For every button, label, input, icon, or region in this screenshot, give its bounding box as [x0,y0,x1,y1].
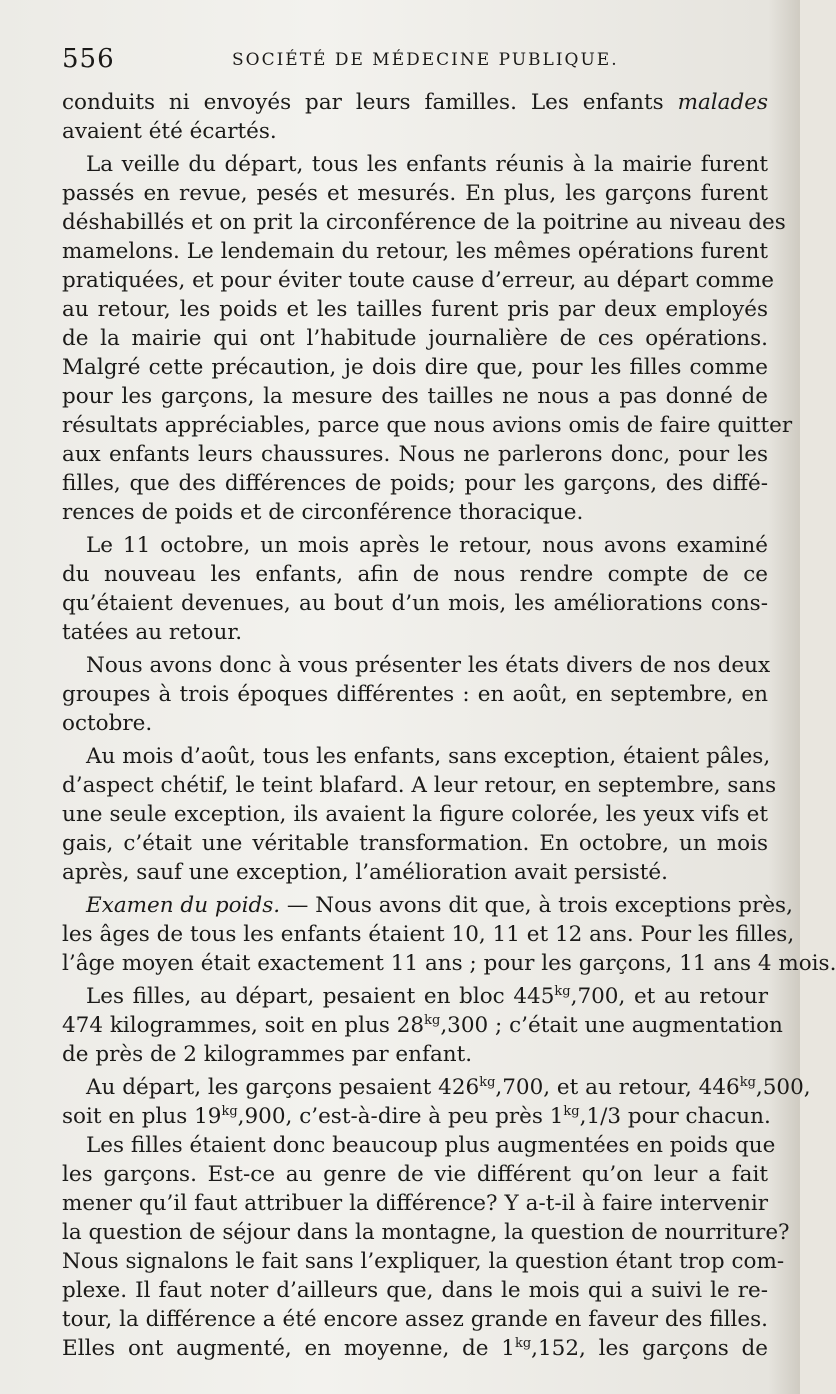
text-run: aux enfants leurs chaussures. Nous ne parlerons donc, pour les [62,442,768,467]
text-run: passés en revue, pesés et mesurés. En plus, les garçons furent [62,181,768,206]
text-line [62,208,786,237]
text-line [62,382,768,411]
text-line [62,1189,768,1218]
text-run: Elles ont augmenté, en moyenne, de 1 [62,1336,515,1361]
body-text [62,88,836,1363]
text-run: Au mois d’août, tous les enfants, sans exception, étaient pâles, [86,744,771,769]
text-run: l’âge moyen était exactement 11 ans ; pour les garçons, 11 ans 4 mois. [62,951,836,976]
text-run: Le 11 octobre, un mois après le retour, nous avons examiné [86,533,768,558]
text-run: Examen du poids. [86,893,281,918]
text-run: déshabillés et on prit la circonférence de la poitrine au niveau des [62,210,786,235]
text-run: au retour, les poids et les tailles furent pris par deux employés [62,297,768,322]
text-run: la question de séjour dans la montagne, la question de nourriture? [62,1220,790,1245]
text-run: avaient été écartés. [62,119,277,144]
text-run: résultats appréciables, parce que nous avions omis de faire quitter [62,413,793,438]
text-line [62,531,768,560]
unit-superscript: kg [424,1012,441,1028]
text-line [62,295,768,324]
text-run: La veille du départ, tous les enfants réunis à la mairie furent [86,152,768,177]
text-line [62,771,777,800]
text-line [62,560,768,589]
text-line [62,982,768,1011]
unit-superscript: kg [514,1335,532,1351]
text-line [62,680,768,709]
text-line [62,949,836,978]
text-line [62,800,768,829]
text-run: soit en plus 19 [62,1104,222,1129]
text-line [62,742,771,771]
text-run: Les filles étaient donc beaucoup plus augmentées en poids que [86,1133,776,1158]
text-run: ,700, et au retour [570,984,768,1009]
text-line [62,709,768,738]
text-line [62,1334,768,1363]
text-run: les garçons. Est-ce au genre de vie différent qu’on leur a fait [62,1162,768,1187]
text-run: Nous avons donc à vous présenter les états divers de nos deux [86,653,771,678]
text-line [62,858,768,887]
text-line [62,1247,785,1276]
text-line [62,150,768,179]
text-run: qu’étaient devenues, au bout d’un mois, les améliorations cons- [62,591,768,616]
text-run: malades [677,90,768,115]
text-run: Les filles, au départ, pesaient en bloc 445 [86,984,555,1009]
page-number: 556 [62,44,115,74]
text-run: conduits ni envoyés par leurs familles. Les enfants [62,90,678,115]
text-line [62,469,768,498]
unit-superscript: kg [221,1103,238,1119]
text-line [62,920,795,949]
text-run: 474 kilogrammes, soit en plus 28 [62,1013,425,1038]
unit-superscript: kg [479,1074,496,1090]
text-run: du nouveau les enfants, afin de nous rendre compte de ce [62,562,768,587]
text-line [62,651,771,680]
text-run: ,500, [755,1075,811,1100]
text-line [62,324,768,353]
text-run: mamelons. Le lendemain du retour, les mêmes opérations furent [62,239,768,264]
text-line [62,1218,790,1247]
running-head: SOCIÉTÉ DE MÉDECINE PUBLIQUE. [232,50,619,70]
page-header [62,44,762,84]
unit-superscript: kg [563,1103,580,1119]
text-run: mener qu’il faut attribuer la différence? Y a-t-il à faire intervenir [62,1191,768,1216]
text-line [62,1305,768,1334]
text-line [62,411,793,440]
text-line [62,1131,776,1160]
text-run: une seule exception, ils avaient la figure colorée, les yeux vifs et [62,802,768,827]
text-run: ,700, et au retour, 446 [495,1075,740,1100]
text-line [62,891,793,920]
unit-superscript: kg [739,1074,756,1090]
text-run: ,300 ; c’était une augmentation [440,1013,783,1038]
text-run: filles, que des différences de poids; pour les garçons, des diffé- [62,471,768,496]
text-run: de près de 2 kilogrammes par enfant. [62,1042,473,1067]
text-line [62,237,768,266]
text-line [62,498,768,527]
text-line [62,1040,768,1069]
text-run: groupes à trois époques différentes : en août, en septembre, en [62,682,768,707]
text-line [62,1276,768,1305]
text-run: octobre. [62,711,153,736]
text-line [62,589,768,618]
text-line [62,829,768,858]
text-line [62,1073,811,1102]
text-line [62,353,768,382]
text-run: de la mairie qui ont l’habitude journalière de ces opérations. [62,326,768,351]
text-line [62,440,768,469]
text-line [62,266,774,295]
text-line [62,1102,771,1131]
text-line [62,88,768,117]
text-line [62,117,768,146]
text-run: Malgré cette précaution, je dois dire que, pour les filles comme [62,355,768,380]
text-run: rences de poids et de circonférence thoracique. [62,500,584,525]
text-run: d’aspect chétif, le teint blafard. A leur retour, en septembre, sans [62,773,777,798]
text-line [62,179,768,208]
text-run: tour, la différence a été encore assez grande en faveur des filles. [62,1307,768,1332]
text-run: Au départ, les garçons pesaient 426 [86,1075,480,1100]
text-run: pratiquées, et pour éviter toute cause d’erreur, au départ comme [62,268,774,293]
text-run: les âges de tous les enfants étaient 10, 11 et 12 ans. Pour les filles, [62,922,795,947]
text-run: ,152, les garçons de [531,1336,768,1361]
text-line [62,1011,783,1040]
text-run: après, sauf une exception, l’amélioration avait persisté. [62,860,668,885]
text-run: plexe. Il faut noter d’ailleurs que, dans le mois qui a suivi le re- [62,1278,768,1303]
text-run: tatées au retour. [62,620,243,645]
text-run: Nous signalons le fait sans l’expliquer, la question étant trop com- [62,1249,785,1274]
text-run: pour les garçons, la mesure des tailles ne nous a pas donné de [62,384,768,409]
text-run: ,1/3 pour chacun. [579,1104,771,1129]
text-line [62,618,768,647]
text-line [62,1160,768,1189]
text-run: ,900, c’est-à-dire à peu près 1 [237,1104,564,1129]
text-run: gais, c’était une véritable transformation. En octobre, un mois [62,831,768,856]
text-run: — Nous avons dit que, à trois exceptions près, [280,893,793,918]
unit-superscript: kg [554,983,571,999]
